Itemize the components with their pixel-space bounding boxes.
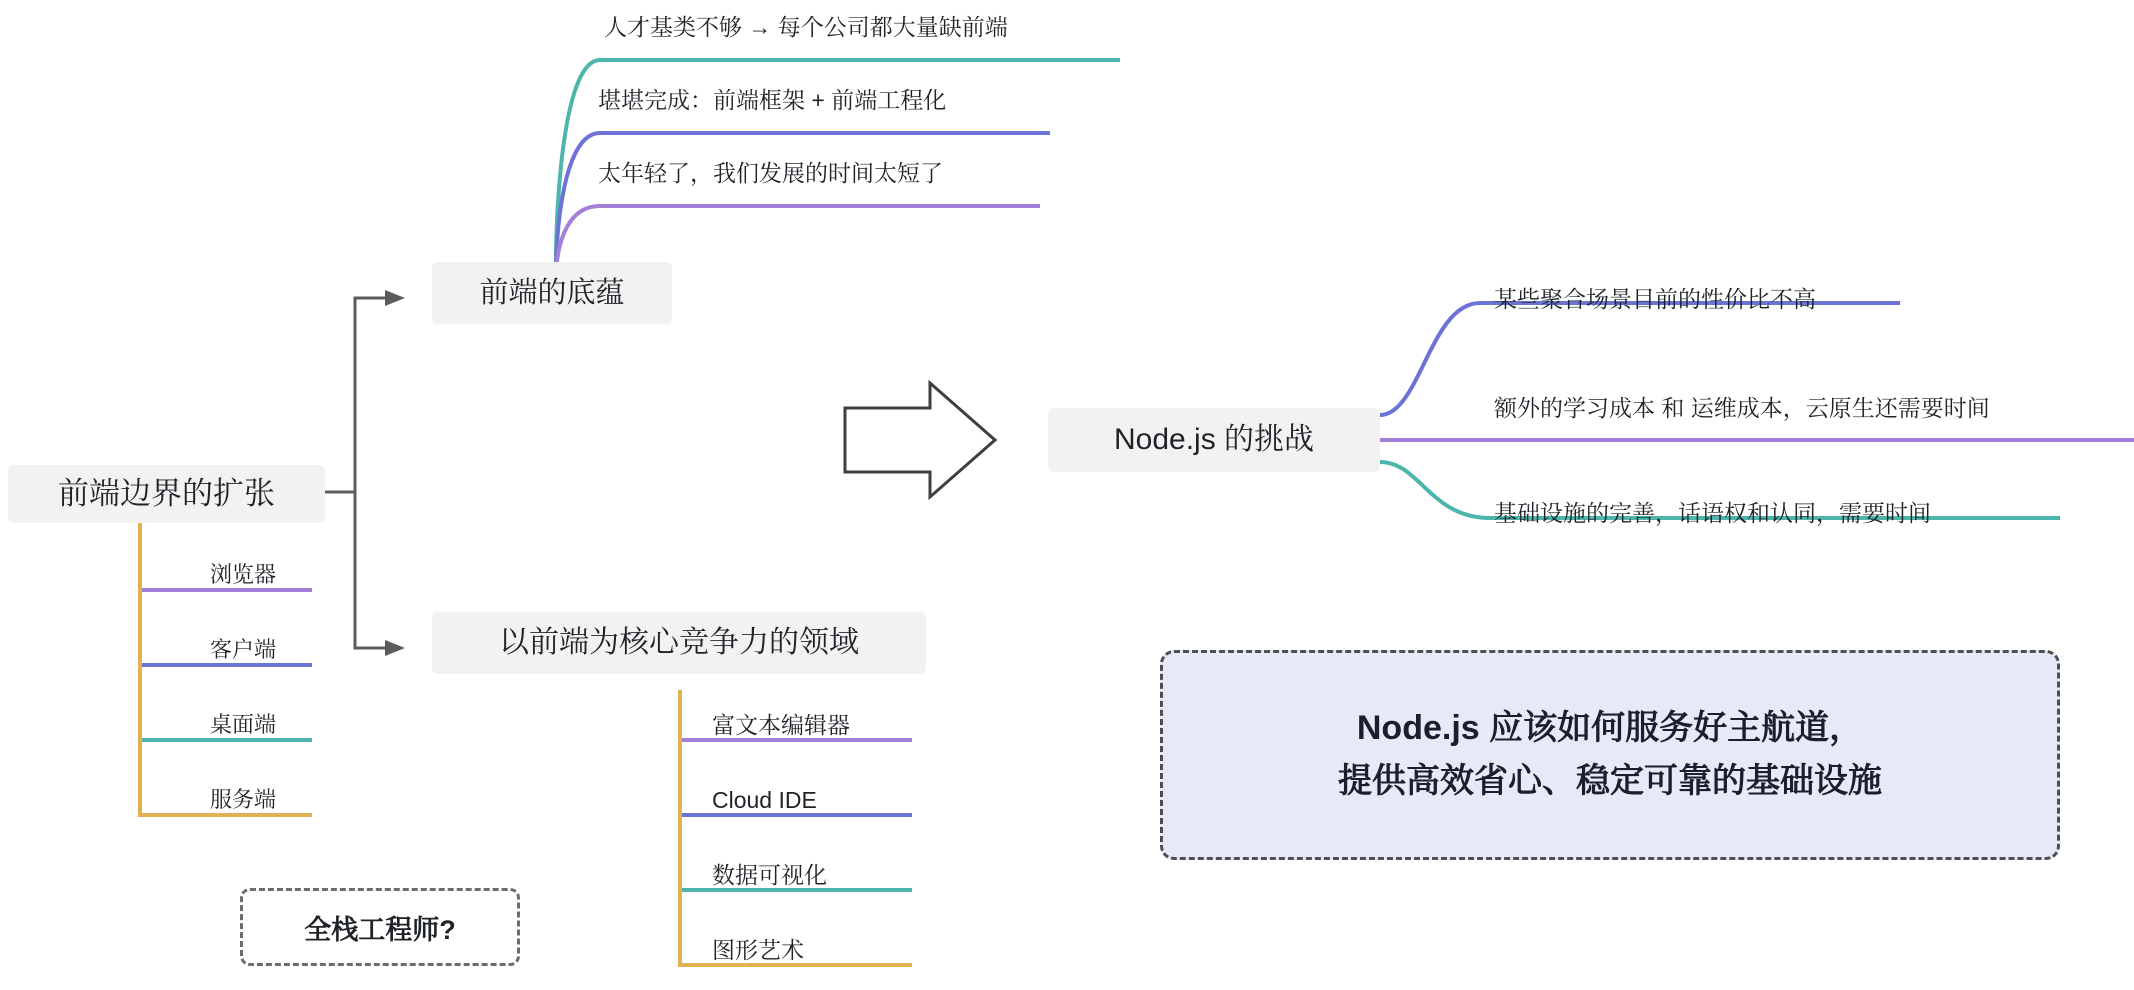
leaf-rich-text-editor[interactable]	[712, 712, 850, 740]
node-branch-core-domains-label: 以前端为核心竞争力的领域	[499, 626, 859, 659]
leaf-label: 某些聚合场景目前的性价比不高	[1494, 286, 1816, 312]
node-root[interactable]	[8, 465, 325, 523]
leaf-label: 数据可视化	[712, 862, 827, 888]
node-nodejs-challenges[interactable]	[1048, 408, 1380, 472]
leaf-label: 服务端	[210, 787, 277, 812]
leaf-label: 浏览器	[210, 562, 277, 587]
leaf-client[interactable]	[210, 637, 276, 663]
leaf-label: Cloud IDE	[712, 787, 817, 813]
leaf-label: 堪堪完成：前端框架 + 前端工程化	[598, 87, 947, 113]
leaf-framework-engineering[interactable]	[598, 87, 946, 115]
leaf-desktop[interactable]	[210, 712, 276, 738]
leaf-label: 额外的学习成本 和 运维成本，云原生还需要时间	[1494, 395, 1990, 421]
node-branch-foundation[interactable]	[432, 262, 672, 324]
leaf-label: 富文本编辑器	[712, 712, 850, 738]
leaf-cloud-ide[interactable]	[712, 787, 817, 815]
leaf-talent-shortage[interactable]	[604, 14, 1008, 42]
leaf-label: 人才基类不够 → 每个公司都大量缺前端	[604, 14, 1008, 40]
conclusion-line-2: 提供高效省心、稳定可靠的基础设施	[1338, 762, 1882, 800]
node-branch-foundation-label: 前端的底蕴	[479, 276, 625, 309]
note-fullstack-engineer[interactable]	[240, 888, 520, 966]
leaf-label: 客户端	[210, 637, 277, 662]
leaf-cost-performance[interactable]	[1494, 286, 1816, 314]
conclusion-line-1: Node.js 应该如何服务好主航道，	[1356, 709, 1864, 748]
leaf-label: 太年轻了，我们发展的时间太短了	[598, 160, 943, 186]
conclusion-box	[1160, 650, 2060, 860]
leaf-learning-ops-cost[interactable]	[1494, 395, 1990, 423]
leaf-too-young[interactable]	[598, 160, 943, 188]
node-branch-core-domains[interactable]	[432, 612, 926, 674]
node-nodejs-challenges-label: Node.js 的挑战	[1113, 423, 1315, 456]
leaf-data-visualization[interactable]	[712, 862, 827, 890]
leaf-browser[interactable]	[210, 562, 276, 588]
note-fullstack-engineer-label: 全栈工程师?	[304, 914, 456, 945]
node-root-label: 前端边界的扩张	[58, 476, 275, 512]
leaf-label: 桌面端	[210, 712, 277, 737]
leaf-label: 基础设施的完善，话语权和认同，需要时间	[1494, 500, 1931, 526]
leaf-label: 图形艺术	[712, 937, 804, 963]
leaf-infrastructure-maturity[interactable]	[1494, 500, 1931, 528]
leaf-server[interactable]	[210, 787, 276, 813]
leaf-graphic-art[interactable]	[712, 937, 804, 965]
